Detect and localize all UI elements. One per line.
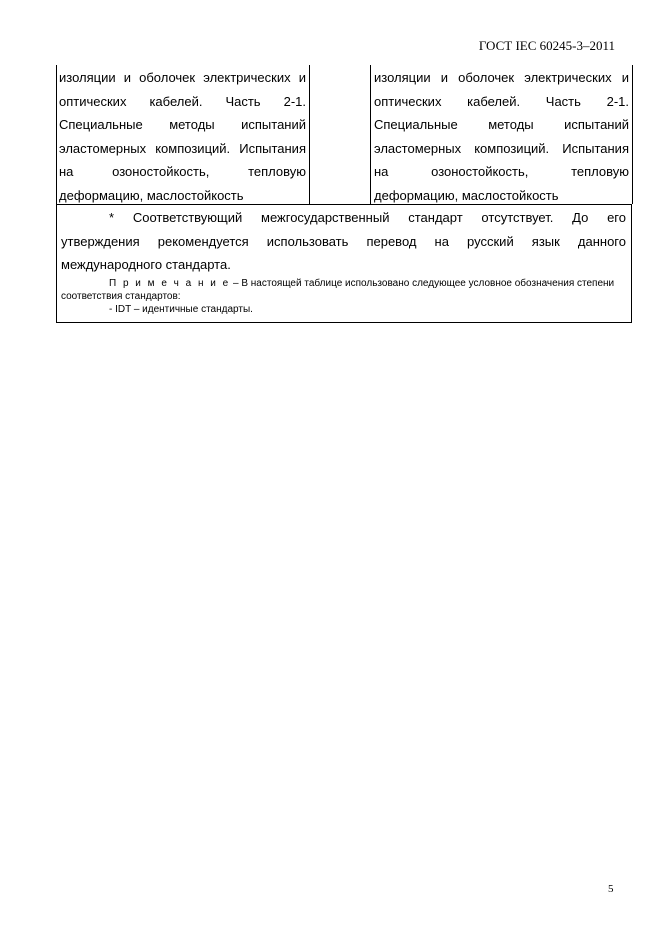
- note-line: соответствия стандартов:: [61, 291, 181, 302]
- table-note: [61, 277, 626, 316]
- cell-text: [59, 66, 306, 207]
- cell-text: [374, 66, 629, 207]
- note-item: [61, 303, 626, 316]
- footnote-line: утверждения рекомендуется использовать перевод на русский язык данного: [61, 233, 626, 249]
- cell-line: деформацию, маслостойкость: [59, 187, 244, 203]
- cell-line: на озоностойкость, тепловую: [374, 164, 629, 179]
- note-item-text: - IDT – идентичные стандарты.: [109, 304, 253, 315]
- note-text: – В настоящей таблице использовано следующее условное обозначения степени: [230, 278, 615, 289]
- cell-line: изоляции и оболочек электрических и: [59, 70, 306, 85]
- table-footer: [56, 204, 632, 323]
- cell-line: оптических кабелей. Часть 2-1.: [59, 93, 306, 109]
- document-code: ГОСТ IEC 60245-3–2011: [478, 38, 615, 53]
- note-line: [61, 277, 626, 290]
- cell-line: Специальные методы испытаний: [374, 117, 629, 132]
- footnote-line-text: * Соответствующий межгосударственный стандарт отсутствует. До его: [109, 210, 626, 225]
- cell-line: эластомерных композиций. Испытания: [59, 140, 306, 156]
- cell-line: оптических кабелей. Часть 2-1.: [374, 93, 629, 109]
- table-row: [56, 65, 632, 204]
- cell-line: деформацию, маслостойкость: [374, 187, 559, 203]
- page-number: 5: [608, 883, 614, 895]
- cell-line: на озоностойкость, тепловую: [59, 164, 306, 179]
- standards-table: [56, 65, 632, 322]
- cell-line: эластомерных композиций. Испытания: [374, 140, 629, 156]
- footnote: [61, 207, 626, 278]
- cell-line: Специальные методы испытаний: [59, 117, 306, 132]
- table-cell-interstate-standard: [56, 65, 310, 204]
- cell-line: изоляции и оболочек электрических и: [374, 70, 629, 85]
- table-cell-degree: [310, 65, 371, 204]
- table-cell-international-standard: [371, 65, 633, 204]
- footnote-line: международного стандарта.: [61, 257, 231, 272]
- note-label: П р и м е ч а н и е: [109, 278, 231, 289]
- footnote-line: [61, 207, 626, 231]
